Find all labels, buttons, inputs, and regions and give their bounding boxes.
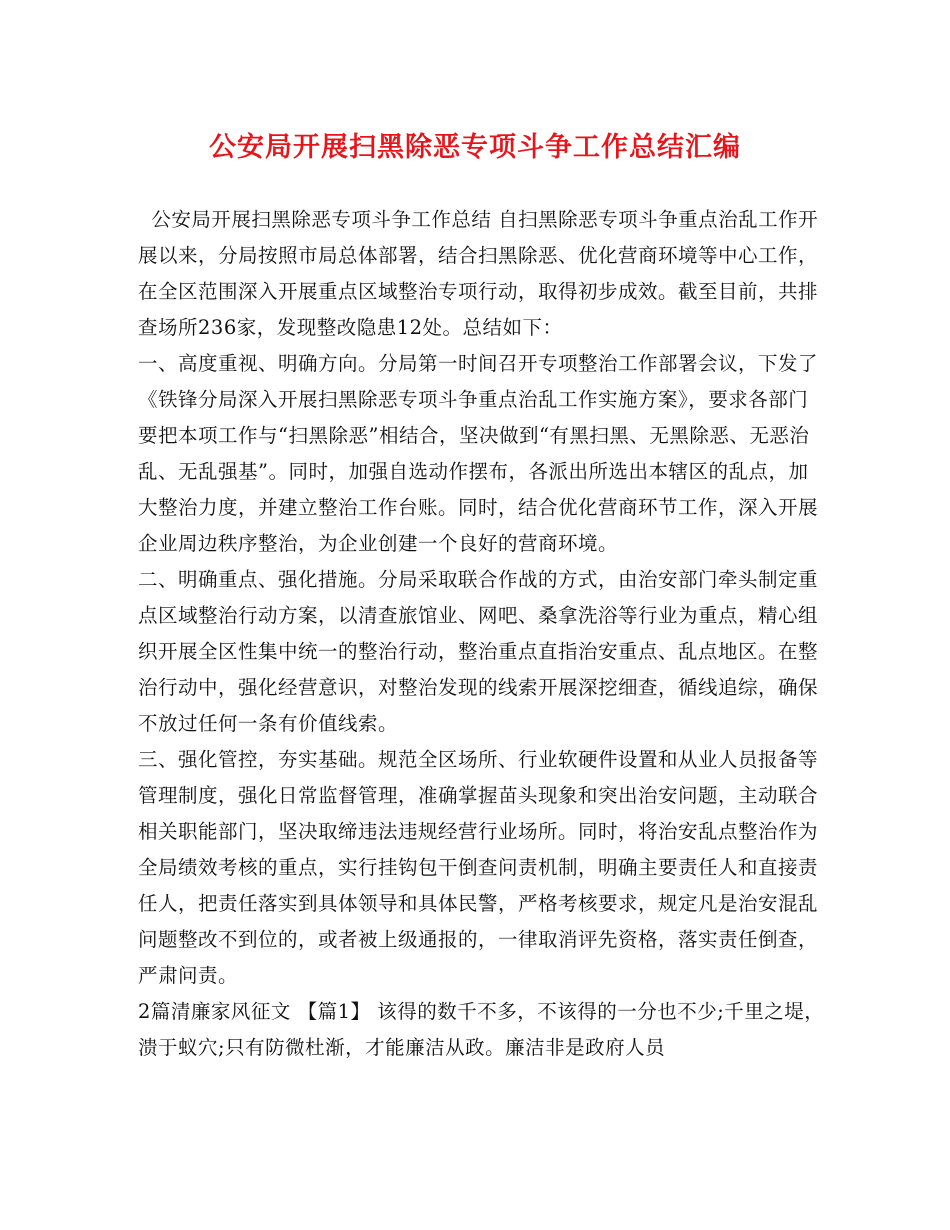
section-two-paragraph: 二、明确重点、强化措施。分局采取联合作战的方式，由治安部门牵头制定重点区域整治行动方案，以清查旅馆业、网吧、桑拿洗浴等行业为重点，精心组织开展全区性集中统一的整治行动，整治重点直指治安重点、乱点地区。在整治行动中，强化经营意识，对整治发现的线索开展深挖细查，循线追综，确保不放过任何一条有价值线索。 xyxy=(138,568,819,735)
section-three-paragraph: 三、强化管控，夯实基础。规范全区场所、行业软硬件设置和从业人员报备等管理制度，强化日常监督管理，准确掌握苗头现象和突出治安问题，主动联合相关职能部门，坚决取缔违法违规经营行业场所。同时，将治安乱点整治作为全局绩效考核的重点，实行挂钩包干倒查问责机制，明确主要责任人和直接责任人，把责任落实到具体领导和具体民警，严格考核要求，规定凡是治安混乱问题整改不到位的，或者被上级通报的，一律取消评先资格，落实责任倒查，严肃问责。 xyxy=(138,748,819,987)
intro-paragraph: 公安局开展扫黑除恶专项斗争工作总结 自扫黑除恶专项斗争重点治乱工作开展以来，分局按照市局总体部署，结合扫黑除恶、优化营商环境等中心工作，在全区范围深入开展重点区域整治专项行动，取得初步成效。截至目前，共排查场所236家，发现整改隐患12处。总结如下： xyxy=(138,208,819,339)
document-title: 公安局开展扫黑除恶专项斗争工作总结汇编 xyxy=(209,132,741,163)
essay-paragraph: 2篇清廉家风征文 【篇1】 该得的数千不多，不该得的一分也不少;千里之堤，溃于蚁穴;只有防微杜渐，才能廉洁从政。廉洁非是政府人员 xyxy=(138,1000,825,1059)
section-one-paragraph: 一、高度重视、明确方向。分局第一时间召开专项整治工作部署会议，下发了《铁锋分局深入开展扫黑除恶专项斗争重点治乱工作实施方案》，要求各部门要把本项工作与“扫黑除恶”相结合，坚决做到“有黑扫黑、无黑除恶、无恶治乱、无乱强基”。同时，加强自选动作摆布，各派出所选出本辖区的乱点，加大整治力度，并建立整治工作台账。同时，结合优化营商环节工作，深入开展企业周边秩序整治，为企业创建一个良好的营商环境。 xyxy=(138,352,819,555)
document-body xyxy=(138,202,828,1066)
